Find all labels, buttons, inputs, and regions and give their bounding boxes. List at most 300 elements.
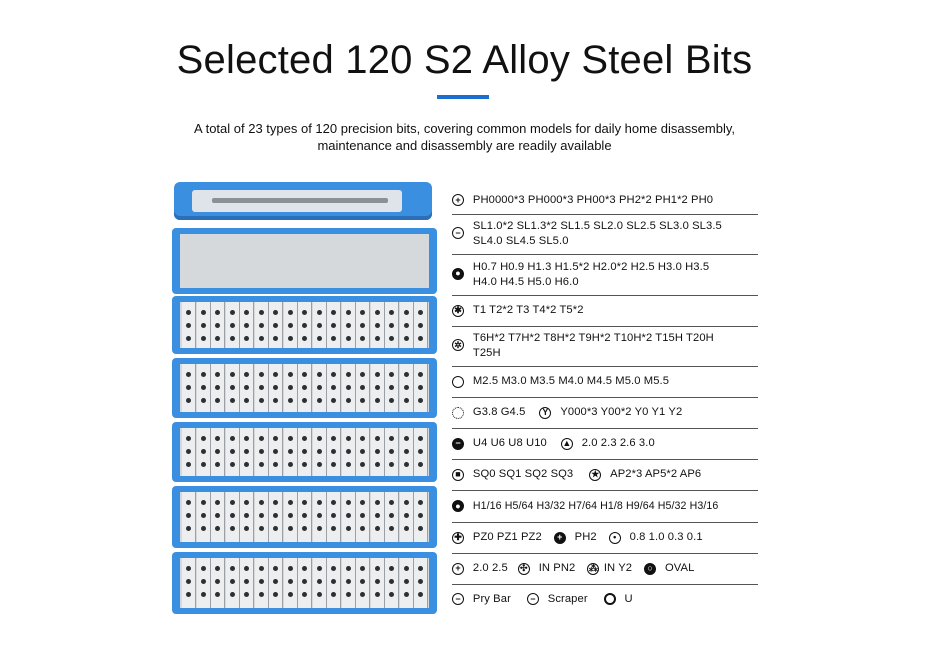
gear-bit-icon bbox=[452, 407, 464, 419]
bit-tip bbox=[360, 500, 365, 505]
bit-tip bbox=[244, 310, 249, 315]
bit-tip bbox=[230, 323, 235, 328]
row-slotted bbox=[452, 214, 758, 255]
bit-slot bbox=[342, 428, 356, 476]
bit-tip bbox=[418, 385, 423, 390]
bit-slot bbox=[226, 428, 240, 476]
bit-tip bbox=[389, 310, 394, 315]
bit-tip bbox=[273, 336, 278, 341]
bit-tip bbox=[389, 500, 394, 505]
bit-tip bbox=[375, 436, 380, 441]
bit-tip bbox=[404, 500, 409, 505]
bit-tip bbox=[230, 526, 235, 531]
bit-tip bbox=[331, 462, 336, 467]
bit-tip bbox=[360, 526, 365, 531]
bit-slot bbox=[313, 364, 327, 412]
row-text: G3.8 G4.5 bbox=[472, 406, 526, 418]
bit-tip bbox=[331, 592, 336, 597]
row-hex bbox=[452, 254, 758, 296]
product-photo bbox=[172, 182, 437, 615]
bit-slot bbox=[371, 302, 385, 348]
bit-tip bbox=[302, 310, 307, 315]
bit-tip bbox=[404, 336, 409, 341]
bit-tip bbox=[215, 436, 220, 441]
nut-driver-icon bbox=[452, 376, 464, 388]
bit-tip bbox=[259, 436, 264, 441]
bit-tip bbox=[360, 462, 365, 467]
bit-tip bbox=[317, 398, 322, 403]
bit-tip bbox=[389, 449, 394, 454]
bit-tip bbox=[404, 385, 409, 390]
bit-tip bbox=[259, 592, 264, 597]
bit-slot bbox=[385, 558, 399, 608]
bit-tip bbox=[302, 579, 307, 584]
bit-tip bbox=[360, 579, 365, 584]
bit-tip bbox=[418, 372, 423, 377]
bit-tip bbox=[244, 513, 249, 518]
bit-tip bbox=[331, 526, 336, 531]
bit-slot bbox=[327, 558, 341, 608]
bit-tip bbox=[201, 462, 206, 467]
bit-tip bbox=[230, 398, 235, 403]
bit-slot bbox=[182, 558, 196, 608]
bit-tip bbox=[201, 436, 206, 441]
bit-slot bbox=[385, 364, 399, 412]
bit-tip bbox=[389, 566, 394, 571]
bit-tip bbox=[317, 500, 322, 505]
bit-tip bbox=[186, 398, 191, 403]
pozidriv-icon: ✚ bbox=[452, 532, 464, 544]
bit-tip bbox=[215, 398, 220, 403]
bit-tip bbox=[201, 592, 206, 597]
bit-slot bbox=[356, 428, 370, 476]
bit-slot bbox=[371, 428, 385, 476]
bit-tip bbox=[331, 336, 336, 341]
bit-slot bbox=[226, 302, 240, 348]
subtitle bbox=[150, 120, 779, 154]
bit-slot bbox=[197, 428, 211, 476]
bit-tip bbox=[288, 592, 293, 597]
title-underline bbox=[437, 95, 489, 99]
bit-tip bbox=[201, 398, 206, 403]
bit-tip bbox=[288, 398, 293, 403]
bit-tip bbox=[389, 579, 394, 584]
bit-slot bbox=[226, 364, 240, 412]
bit-slot bbox=[226, 492, 240, 542]
bit-tip bbox=[360, 336, 365, 341]
bit-tip bbox=[273, 398, 278, 403]
bit-tip bbox=[317, 526, 322, 531]
bit-tip bbox=[418, 579, 423, 584]
bit-tip bbox=[230, 592, 235, 597]
bit-tip bbox=[273, 372, 278, 377]
bit-tip bbox=[288, 323, 293, 328]
bit-slot bbox=[371, 492, 385, 542]
bit-tip bbox=[186, 526, 191, 531]
bit-tip bbox=[375, 310, 380, 315]
bit-tip bbox=[273, 592, 278, 597]
bit-tip bbox=[244, 323, 249, 328]
bit-slot bbox=[414, 428, 428, 476]
bit-tip bbox=[186, 310, 191, 315]
bit-tip bbox=[404, 323, 409, 328]
bit-tip bbox=[288, 462, 293, 467]
bit-tip bbox=[389, 513, 394, 518]
bit-tip bbox=[288, 385, 293, 390]
bit-slot bbox=[269, 302, 283, 348]
bit-tip bbox=[244, 372, 249, 377]
bit-tip bbox=[215, 449, 220, 454]
bit-slot bbox=[182, 364, 196, 412]
bit-tip bbox=[389, 323, 394, 328]
bit-slot bbox=[197, 558, 211, 608]
torx-security-icon: ✲ bbox=[452, 339, 464, 351]
bit-tip bbox=[230, 436, 235, 441]
bit-tip bbox=[259, 323, 264, 328]
bit-tip bbox=[389, 336, 394, 341]
bit-tip bbox=[317, 579, 322, 584]
row-text: IN Y2 bbox=[603, 562, 633, 574]
bit-tip bbox=[389, 385, 394, 390]
bit-tip bbox=[404, 436, 409, 441]
bit-tip bbox=[302, 323, 307, 328]
case-lid bbox=[174, 182, 432, 220]
row-torx bbox=[452, 295, 758, 327]
bit-tip bbox=[230, 336, 235, 341]
bit-slot bbox=[371, 558, 385, 608]
row-text: IN PN2 bbox=[538, 562, 576, 574]
row-text: H0.7 H0.9 H1.3 H1.5*2 H2.0*2 H2.5 H3.0 H3.5 bbox=[472, 260, 710, 273]
bit-tip bbox=[244, 398, 249, 403]
bit-tip bbox=[302, 372, 307, 377]
bit-slot bbox=[269, 492, 283, 542]
bit-tip bbox=[288, 579, 293, 584]
bit-tip bbox=[244, 526, 249, 531]
bit-tip bbox=[360, 449, 365, 454]
bit-tip bbox=[215, 500, 220, 505]
bit-tip bbox=[360, 310, 365, 315]
bit-slot bbox=[342, 364, 356, 412]
row-text: 0.8 1.0 0.3 0.1 bbox=[629, 531, 703, 543]
bit-tip bbox=[288, 310, 293, 315]
slotted-icon: − bbox=[452, 227, 464, 239]
triangle-icon: ▲ bbox=[562, 438, 572, 448]
bit-slot bbox=[356, 558, 370, 608]
bit-tip bbox=[186, 592, 191, 597]
bit-tip bbox=[404, 526, 409, 531]
row-tools bbox=[452, 584, 758, 614]
bit-slot bbox=[414, 492, 428, 542]
bit-slot bbox=[211, 302, 225, 348]
bit-tip bbox=[302, 336, 307, 341]
bit-tip bbox=[201, 579, 206, 584]
pentalobe-icon: ★ bbox=[591, 469, 600, 479]
bit-tip bbox=[375, 500, 380, 505]
bit-tip bbox=[346, 566, 351, 571]
bit-tip bbox=[375, 449, 380, 454]
bit-tip bbox=[346, 462, 351, 467]
bit-tip bbox=[273, 385, 278, 390]
bit-tip bbox=[404, 310, 409, 315]
bit-tip bbox=[418, 592, 423, 597]
bit-tip bbox=[273, 323, 278, 328]
bit-slot bbox=[284, 364, 298, 412]
bit-tip bbox=[186, 436, 191, 441]
row-text: H1/16 H5/64 H3/32 H7/64 H1/8 H9/64 H5/32 H3/16 bbox=[472, 499, 719, 512]
bit-tip bbox=[273, 310, 278, 315]
bit-tip bbox=[418, 398, 423, 403]
bit-tip bbox=[273, 500, 278, 505]
bit-tip bbox=[346, 372, 351, 377]
row-text: 2.0 2.3 2.6 3.0 bbox=[581, 437, 655, 449]
bit-tip bbox=[244, 385, 249, 390]
row-text: OVAL bbox=[665, 562, 695, 574]
row-text: Scraper bbox=[547, 592, 588, 605]
bit-tip bbox=[418, 513, 423, 518]
bit-tip bbox=[331, 323, 336, 328]
bit-tip bbox=[201, 513, 206, 518]
bit-tip bbox=[259, 449, 264, 454]
bit-tip bbox=[404, 579, 409, 584]
bit-slot bbox=[255, 428, 269, 476]
bit-tip bbox=[360, 566, 365, 571]
row-nut bbox=[452, 366, 758, 398]
tri-wing-icon: Y bbox=[539, 407, 551, 419]
bit-tip bbox=[331, 385, 336, 390]
bit-slot bbox=[298, 492, 312, 542]
bit-tip bbox=[375, 526, 380, 531]
row-text: AP2*3 AP5*2 AP6 bbox=[610, 468, 702, 480]
bit-tip bbox=[244, 566, 249, 571]
bit-tip bbox=[244, 449, 249, 454]
bit-tip bbox=[375, 462, 380, 467]
bit-tip bbox=[404, 372, 409, 377]
row-hex-inch bbox=[452, 490, 758, 523]
bit-tip bbox=[201, 372, 206, 377]
bit-tip bbox=[244, 579, 249, 584]
bit-tip bbox=[346, 592, 351, 597]
bit-slot bbox=[385, 302, 399, 348]
bit-tip bbox=[288, 513, 293, 518]
bit-tip bbox=[273, 513, 278, 518]
row-text: T1 T2*2 T3 T4*2 T5*2 bbox=[472, 304, 584, 316]
bit-tip bbox=[230, 500, 235, 505]
bit-tip bbox=[418, 500, 423, 505]
bit-tip bbox=[389, 592, 394, 597]
bit-tip bbox=[273, 566, 278, 571]
bit-tip bbox=[302, 500, 307, 505]
bit-slot bbox=[240, 364, 254, 412]
bit-tip bbox=[288, 336, 293, 341]
bit-tip bbox=[302, 436, 307, 441]
bit-slot bbox=[284, 428, 298, 476]
bit-slot bbox=[298, 302, 312, 348]
bit-slot bbox=[182, 428, 196, 476]
bit-tip bbox=[302, 462, 307, 467]
bit-tip bbox=[230, 462, 235, 467]
tray-handle bbox=[172, 228, 437, 294]
bit-tip bbox=[201, 449, 206, 454]
bit-tip bbox=[230, 372, 235, 377]
bit-slot bbox=[356, 492, 370, 542]
bit-tip bbox=[230, 513, 235, 518]
bit-tip bbox=[404, 449, 409, 454]
bit-tip bbox=[360, 323, 365, 328]
bit-slot bbox=[313, 302, 327, 348]
bit-slot bbox=[284, 302, 298, 348]
bit-slot bbox=[298, 558, 312, 608]
bit-tip bbox=[288, 566, 293, 571]
bit-tray-4 bbox=[172, 486, 437, 548]
bit-tip bbox=[317, 372, 322, 377]
row-text: PH2 bbox=[574, 531, 597, 543]
row-phillips bbox=[452, 186, 758, 215]
bit-slot bbox=[240, 428, 254, 476]
bit-tip bbox=[273, 579, 278, 584]
bit-slot bbox=[313, 558, 327, 608]
bit-tip bbox=[317, 592, 322, 597]
bit-slot bbox=[197, 302, 211, 348]
bit-tip bbox=[389, 398, 394, 403]
bit-tip bbox=[404, 513, 409, 518]
bit-tip bbox=[215, 526, 220, 531]
bit-slot bbox=[255, 364, 269, 412]
bit-tip bbox=[186, 500, 191, 505]
bit-slot bbox=[342, 558, 356, 608]
bit-tip bbox=[418, 336, 423, 341]
bit-tip bbox=[346, 323, 351, 328]
bit-tip bbox=[186, 336, 191, 341]
bit-tip bbox=[244, 336, 249, 341]
bit-tip bbox=[215, 579, 220, 584]
bit-tip bbox=[418, 310, 423, 315]
bit-tip bbox=[259, 566, 264, 571]
bit-tray-2 bbox=[172, 358, 437, 418]
phillips-icon: + bbox=[452, 194, 464, 206]
bit-tip bbox=[215, 310, 220, 315]
bit-slot bbox=[240, 302, 254, 348]
bit-slot bbox=[255, 558, 269, 608]
bit-tip bbox=[273, 449, 278, 454]
bit-tip bbox=[375, 566, 380, 571]
row-text: Y000*3 Y00*2 Y0 Y1 Y2 bbox=[560, 406, 683, 418]
scraper-icon: − bbox=[527, 593, 539, 605]
bit-tip bbox=[375, 385, 380, 390]
bit-tip bbox=[215, 513, 220, 518]
bit-slot bbox=[327, 302, 341, 348]
bit-tip bbox=[259, 372, 264, 377]
row-text: U4 U6 U8 U10 bbox=[472, 437, 547, 449]
bit-slot bbox=[240, 558, 254, 608]
bit-tip bbox=[302, 398, 307, 403]
bit-tip bbox=[317, 336, 322, 341]
bit-tip bbox=[244, 592, 249, 597]
bit-tip bbox=[215, 385, 220, 390]
bit-tip bbox=[375, 372, 380, 377]
bit-slot bbox=[211, 364, 225, 412]
bit-tip bbox=[259, 398, 264, 403]
bit-tip bbox=[259, 579, 264, 584]
bit-slot bbox=[327, 364, 341, 412]
bit-tip bbox=[418, 436, 423, 441]
bit-tip bbox=[404, 462, 409, 467]
bit-tip bbox=[360, 436, 365, 441]
bit-tip bbox=[418, 526, 423, 531]
bit-tip bbox=[375, 336, 380, 341]
row-text: PH0000*3 PH000*3 PH00*3 PH2*2 PH1*2 PH0 bbox=[472, 193, 714, 206]
row-text-2: T25H bbox=[472, 347, 501, 359]
pin-icon: • bbox=[609, 532, 621, 544]
bit-tip bbox=[215, 462, 220, 467]
bit-tip bbox=[375, 398, 380, 403]
u-bit-icon bbox=[604, 593, 616, 605]
bit-tip bbox=[201, 500, 206, 505]
bit-slot bbox=[197, 364, 211, 412]
bit-tip bbox=[244, 500, 249, 505]
bit-tip bbox=[317, 513, 322, 518]
bit-tip bbox=[201, 526, 206, 531]
bit-tip bbox=[230, 385, 235, 390]
row-torx-security bbox=[452, 326, 758, 367]
pin-cross-icon: ✣ bbox=[518, 563, 530, 575]
bit-tip bbox=[418, 323, 423, 328]
bit-tip bbox=[346, 436, 351, 441]
bit-tip bbox=[331, 372, 336, 377]
bit-tip bbox=[346, 500, 351, 505]
bit-slot bbox=[313, 428, 327, 476]
bit-tip bbox=[317, 436, 322, 441]
bit-slot bbox=[400, 302, 414, 348]
bit-tip bbox=[317, 385, 322, 390]
hex-icon: ● bbox=[452, 268, 464, 280]
pry-bar-icon: − bbox=[452, 593, 464, 605]
bit-tip bbox=[244, 436, 249, 441]
bit-tip bbox=[288, 449, 293, 454]
bit-tip bbox=[186, 566, 191, 571]
bit-tip bbox=[259, 336, 264, 341]
row-pz-ph-pin bbox=[452, 522, 758, 554]
bit-tip bbox=[346, 336, 351, 341]
bit-slot bbox=[400, 364, 414, 412]
bit-tip bbox=[201, 310, 206, 315]
bit-tip bbox=[389, 526, 394, 531]
bit-slot bbox=[240, 492, 254, 542]
bit-tip bbox=[360, 372, 365, 377]
bit-tip bbox=[317, 462, 322, 467]
row-gear-triwing bbox=[452, 397, 758, 429]
bit-tip bbox=[404, 398, 409, 403]
bit-slot bbox=[284, 492, 298, 542]
bit-tip bbox=[302, 566, 307, 571]
row-text: Pry Bar bbox=[472, 592, 511, 605]
square-icon: ■ bbox=[452, 469, 464, 481]
bit-tip bbox=[375, 592, 380, 597]
bit-tip bbox=[360, 513, 365, 518]
bit-tip bbox=[273, 436, 278, 441]
bit-tip bbox=[215, 323, 220, 328]
bit-tip bbox=[259, 526, 264, 531]
bit-tip bbox=[331, 500, 336, 505]
bit-tip bbox=[346, 385, 351, 390]
bit-slot bbox=[400, 492, 414, 542]
bit-tray-5 bbox=[172, 552, 437, 614]
pin-y-icon: ⁂ bbox=[588, 563, 598, 573]
bit-tip bbox=[230, 449, 235, 454]
bit-tip bbox=[331, 436, 336, 441]
bit-tip bbox=[317, 566, 322, 571]
bit-slot bbox=[313, 492, 327, 542]
bit-slot bbox=[414, 364, 428, 412]
